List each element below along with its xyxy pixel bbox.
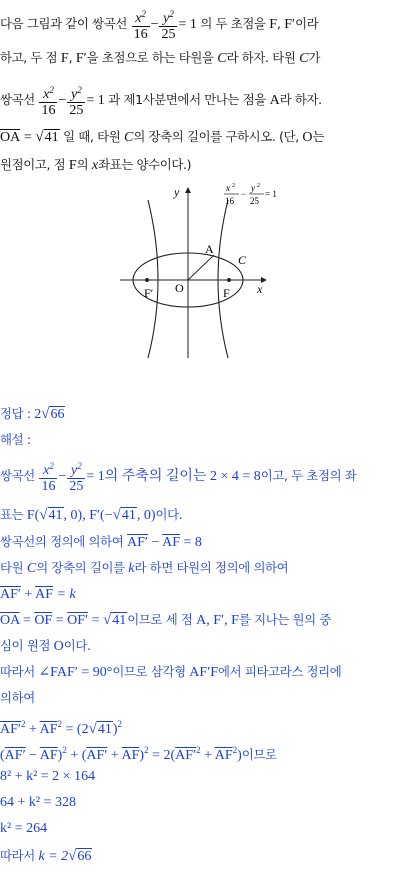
solution-line-3: 쌍곡선의 정의에 의하여 $AF' - \overline{AF} = 8$ (0, 534, 202, 550)
y-axis-label: y (174, 185, 180, 199)
svg-text:x: x (226, 183, 230, 193)
answer-value: 2√66 (34, 406, 65, 422)
solution-line-10: $AF'^2 + \overline{AF}^2 = (2√41)^2$ (0, 719, 122, 737)
svg-text:= 1: = 1 (265, 189, 277, 199)
label-f: F (223, 286, 230, 300)
solution-line-4: 타원 C의 장축의 길이를 k라 하면 타원의 정의에 의하여 (0, 560, 289, 576)
point-f (227, 278, 231, 282)
svg-text:y: y (251, 183, 255, 193)
solution-line-6: $\overline{OA} = \overline{OF} = OF' = √41$이므로 세 점 A, F′, F를 지나는 원의 중 (0, 612, 332, 628)
hyperbola-label (224, 183, 277, 206)
solution-line-13: 64 + k² = 328 (0, 795, 76, 810)
label-c: C (238, 253, 247, 267)
segment-oa: $\overline{OA}$ (0, 130, 21, 145)
answer-label: 정답 : (0, 406, 31, 421)
problem-text: 다음 그림과 같이 쌍곡선 (0, 16, 127, 31)
point-f-prime (145, 278, 149, 282)
solution-label: 해설 : (0, 432, 31, 447)
problem-line-2: 하고, 두 점 F, F′을 초점으로 하는 타원을 C라 하자. 타원 C가 (0, 50, 321, 66)
hyperbola-right-branch (218, 200, 228, 358)
solution-line-1: 쌍곡선 $\frac{x^2}{16}$ − $\frac{y^2}{25}$ = 1의 주축의 길이는 2 × 4 = 8이고, 두 초점의 좌 (0, 461, 357, 495)
svg-text:25: 25 (250, 196, 259, 206)
label-f-prime: F′ (144, 286, 154, 300)
sqrt-41: √41 (35, 129, 59, 145)
hyperbola-left-branch (148, 200, 158, 358)
svg-text:−: − (241, 189, 247, 199)
solution-line-8: 따라서 ∠FAF′ = 90°이므로 삼각형 AF′F에서 피타고라스 정리에 (0, 664, 342, 680)
solution-line-7: 심이 원점 O이다. (0, 638, 91, 654)
hyperbola-ellipse-figure (120, 178, 280, 360)
problem-line-4: $\overline{OA} = √41$ 일 때, 타원 C의 장축의 길이를 구하시오. (단, O는 (0, 124, 324, 150)
svg-text:16: 16 (225, 196, 234, 206)
solution-line-5: $AF' + \overline{AF} = k$ (0, 587, 76, 602)
solution-line-11: $(AF' - \overline{AF})^2 + (AF' + \overline{AF})^2 = 2(AF'^2 + \overline{AF}^2)$이므로 (0, 745, 277, 763)
svg-text:2: 2 (232, 183, 235, 189)
problem-line-3: 쌍곡선 $\frac{x^2}{16}$ − $\frac{y^2}{25}$ = 1 과 제1사분면에서 만나는 점을 A라 하자. (0, 85, 322, 119)
hyperbola-equation: $\frac{x^2}{16}$ − $\frac{y^2}{25}$ = 1 (133, 9, 197, 43)
problem-line-5: 원점이고, 점 F의 x좌표는 양수이다.) (0, 157, 192, 173)
y-axis-arrow (185, 187, 191, 193)
x-axis-label: x (257, 282, 263, 296)
problem-line-1: 다음 그림과 같이 쌍곡선 $\frac{x^2}{16}$ − $\frac{y^2}{25}$ = 1 의 두 초점을 F, F′이라 (0, 9, 319, 43)
solution-line-14: k² = 264 (0, 821, 48, 836)
svg-text:2: 2 (257, 183, 260, 189)
segment-oa-line (188, 255, 214, 280)
solution-line-9: 의하여 (0, 690, 35, 705)
label-o: O (175, 281, 184, 295)
solution-line-12: 8² + k² = 2 × 164 (0, 769, 96, 784)
answer-line (0, 402, 65, 426)
solution-line-2: 표는 F(√41, 0), F′(−√41, 0)이다. (0, 507, 183, 523)
label-a: A (205, 242, 214, 256)
solution-line-15: 따라서 k = 2√66 (0, 848, 92, 864)
